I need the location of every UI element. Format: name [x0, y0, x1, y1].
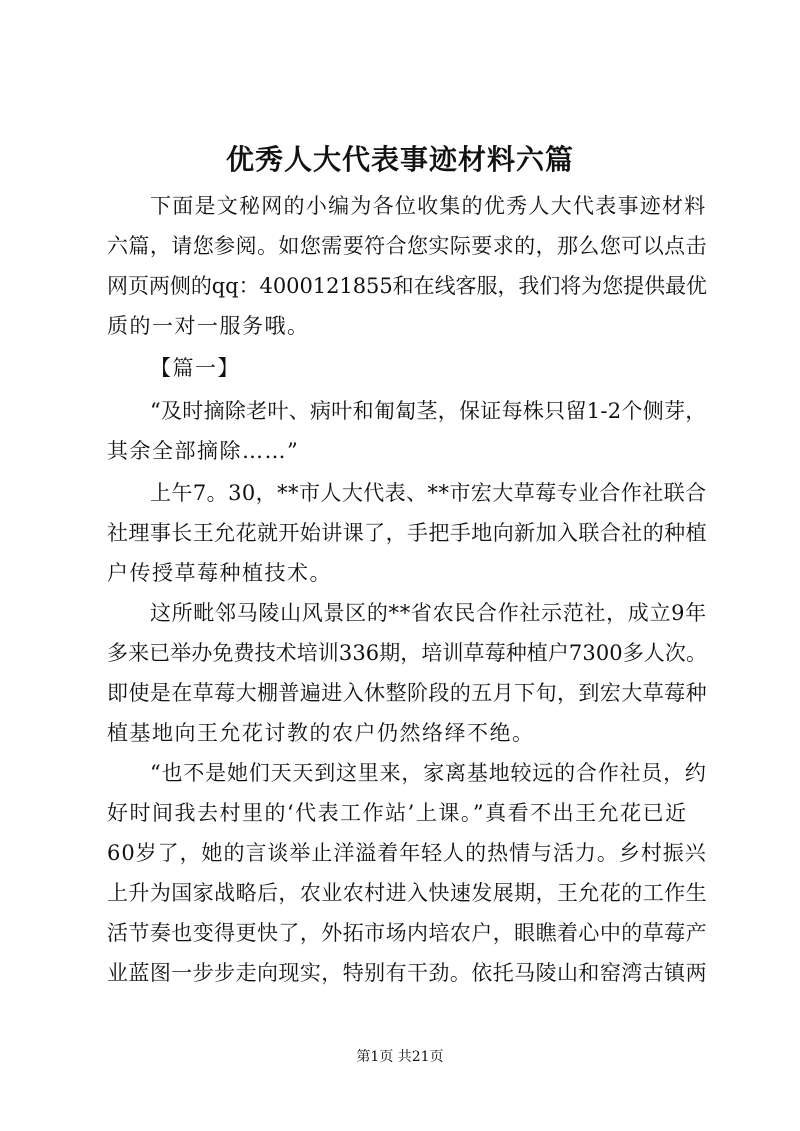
paragraph-line: 植基地向王允花讨教的农户仍然络绎不绝。 [107, 721, 535, 745]
page-number-footer: 第1页 共21页 [356, 1049, 444, 1065]
paragraph-line: 户传授草莓种植技术。 [107, 561, 332, 585]
paragraph-line: 这所毗邻马陵山风景区的**省农民合作社示范社，成立9年 [150, 601, 707, 625]
paragraph-line: 其余全部摘除……” [107, 439, 300, 463]
paragraph-line: 上升为国家战略后，农业农村进入快速发展期，王允花的工作生 [107, 881, 707, 905]
paragraph-line: 质的一对一服务哦。 [107, 314, 310, 338]
paragraph-line: “及时摘除老叶、病叶和匍匐茎，保证每株只留1-2个侧芽， [150, 399, 707, 423]
paragraph-line: 即使是在草莓大棚普遍进入休整阶段的五月下旬，到宏大草莓种 [107, 681, 707, 705]
paragraph-line: “也不是她们天天到这里来，家离基地较远的合作社员，约 [150, 761, 707, 785]
paragraph-line: 网页两侧的qq：4000121855和在线客服，我们将为您提供最优 [107, 274, 707, 298]
paragraph-line: 业蓝图一步步走向现实，特别有干劲。依托马陵山和窑湾古镇两 [107, 961, 707, 985]
paragraph-line: 六篇，请您参阅。如您需要符合您实际要求的，那么您可以点击 [107, 234, 707, 258]
paragraph-line: 多来已举办免费技术培训336期，培训草莓种植户7300多人次。 [107, 641, 708, 665]
paragraph-line: 下面是文秘网的小编为各位收集的优秀人大代表事迹材料 [150, 194, 707, 218]
document-title: 优秀人大代表事迹材料六篇 [225, 143, 574, 176]
paragraph-line: 社理事长王允花就开始讲课了，手把手地向新加入联合社的种植 [107, 521, 707, 545]
section-heading: 【篇一】 [150, 356, 240, 380]
paragraph-line: 上午7。30，**市人大代表、**市宏大草莓专业合作社联合 [150, 481, 707, 505]
paragraph-line: 好时间我去村里的‘代表工作站’上课。”真看不出王允花已近 [107, 801, 688, 825]
paragraph-line: 60岁了，她的言谈举止洋溢着年轻人的热情与活力。乡村振兴 [107, 841, 707, 865]
paragraph-line: 活节奏也变得更快了，外拓市场内培农户，眼瞧着心中的草莓产 [107, 921, 707, 945]
